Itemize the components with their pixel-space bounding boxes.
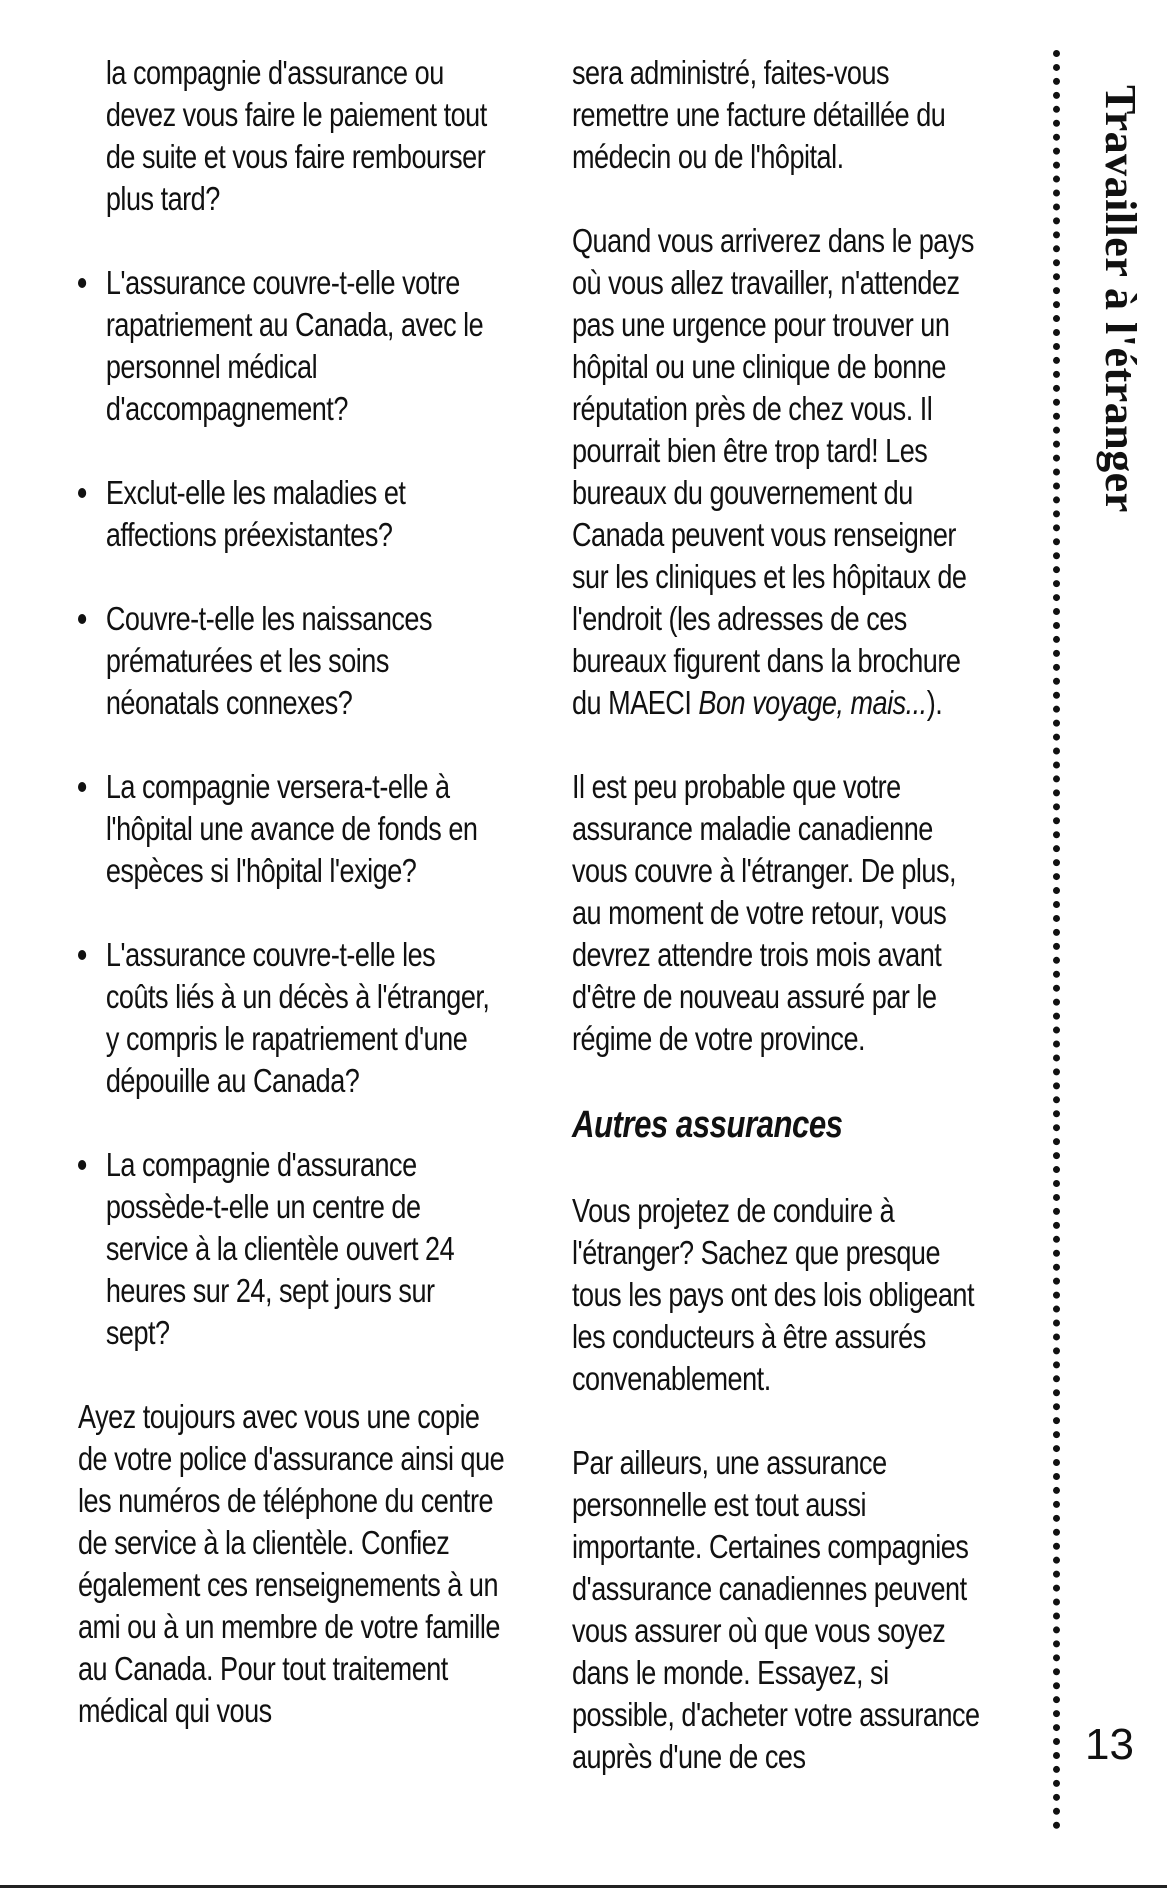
- bullet-icon: [78, 782, 86, 792]
- driving-paragraph: Vous projetez de conduire à l'étranger? Sachez que presque tous les pays ont des lois obligeant les conducteurs à être assurés convenablement.: [572, 1192, 974, 1397]
- list-item: [78, 262, 504, 430]
- question-list: [78, 262, 504, 1354]
- list-item-text: L'assurance couvre-t-elle les coûts liés à un décès à l'étranger, y compris le rapatriement d'une dépouille au Canada?: [105, 936, 490, 1099]
- bullet-icon: [78, 1160, 86, 1170]
- list-item: [78, 766, 504, 892]
- bullet-icon: [78, 614, 86, 624]
- list-item: [78, 598, 504, 724]
- page-number: 13: [1085, 1720, 1134, 1769]
- clinic-advice-paragraph: [572, 220, 986, 724]
- section-subheading: Autres assurances: [572, 1104, 843, 1146]
- list-item: [78, 472, 504, 556]
- list-item: [78, 934, 504, 1102]
- bottom-divider: [0, 1885, 1167, 1888]
- bullet-icon: [78, 278, 86, 288]
- clinic-advice-text: Quand vous arriverez dans le pays où vous allez travailler, n'attendez pas une urgence pour trouver un hôpital ou une clinique de bonne réputation près de chez vous. Il pourrait bien être trop tard! Les bureaux du gouvernement du Canada peuvent vous renseigner sur les cliniques et les hôpitaux de l'endroit (les adresses de ces bureaux figurent dans la brochure du MAECI: [572, 222, 974, 721]
- list-item: [78, 1144, 504, 1354]
- bullet-icon: [78, 950, 86, 960]
- left-column: [78, 52, 504, 1774]
- list-item-text: La compagnie versera-t-elle à l'hôpital une avance de fonds en espèces si l'hôpital l'exige?: [105, 768, 478, 889]
- clinic-advice-end: ).: [926, 684, 943, 721]
- right-continuation-text: sera administré, faites-vous remettre une facture détaillée du médecin ou de l'hôpital.: [572, 54, 946, 175]
- left-continuation-text: la compagnie d'assurance ou devez vous faire le paiement tout de suite et vous faire rembourser plus tard?: [105, 54, 487, 217]
- health-coverage-paragraph: Il est peu probable que votre assurance maladie canadienne vous couvre à l'étranger. De plus, au moment de votre retour, vous devrez attendre trois mois avant d'être de nouveau assuré par le régime de votre province.: [572, 768, 957, 1057]
- dotted-divider: [1053, 50, 1060, 1830]
- list-item-text: Exclut-elle les maladies et affections préexistantes?: [105, 474, 406, 553]
- list-item-text: Couvre-t-elle les naissances prématurées et les soins néonatals connexes?: [105, 600, 433, 721]
- section-title: Travailler à l'étranger: [1096, 85, 1145, 513]
- closing-paragraph: Ayez toujours avec vous une copie de votre police d'assurance ainsi que les numéros de téléphone du centre de service à la clientèle. Confiez également ces renseignements à un ami ou à un membre de votre famille au Canada. Pour tout traitement médical qui vous: [78, 1398, 505, 1729]
- right-column: [572, 52, 986, 1820]
- list-item-text: L'assurance couvre-t-elle votre rapatriement au Canada, avec le personnel médical d'accompagnement?: [105, 264, 484, 427]
- list-item-text: La compagnie d'assurance possède-t-elle un centre de service à la clientèle ouvert 24 heures sur 24, sept jours sur sept?: [105, 1146, 455, 1351]
- bullet-icon: [78, 488, 86, 498]
- personal-insurance-paragraph: Par ailleurs, une assurance personnelle est tout aussi importante. Certaines compagnies d'assurance canadiennes peuvent vous assurer où que vous soyez dans le monde. Essayez, si possible, d'acheter votre assurance auprès d'une de ces: [572, 1444, 980, 1775]
- brochure-title: Bon voyage, mais...: [698, 684, 927, 721]
